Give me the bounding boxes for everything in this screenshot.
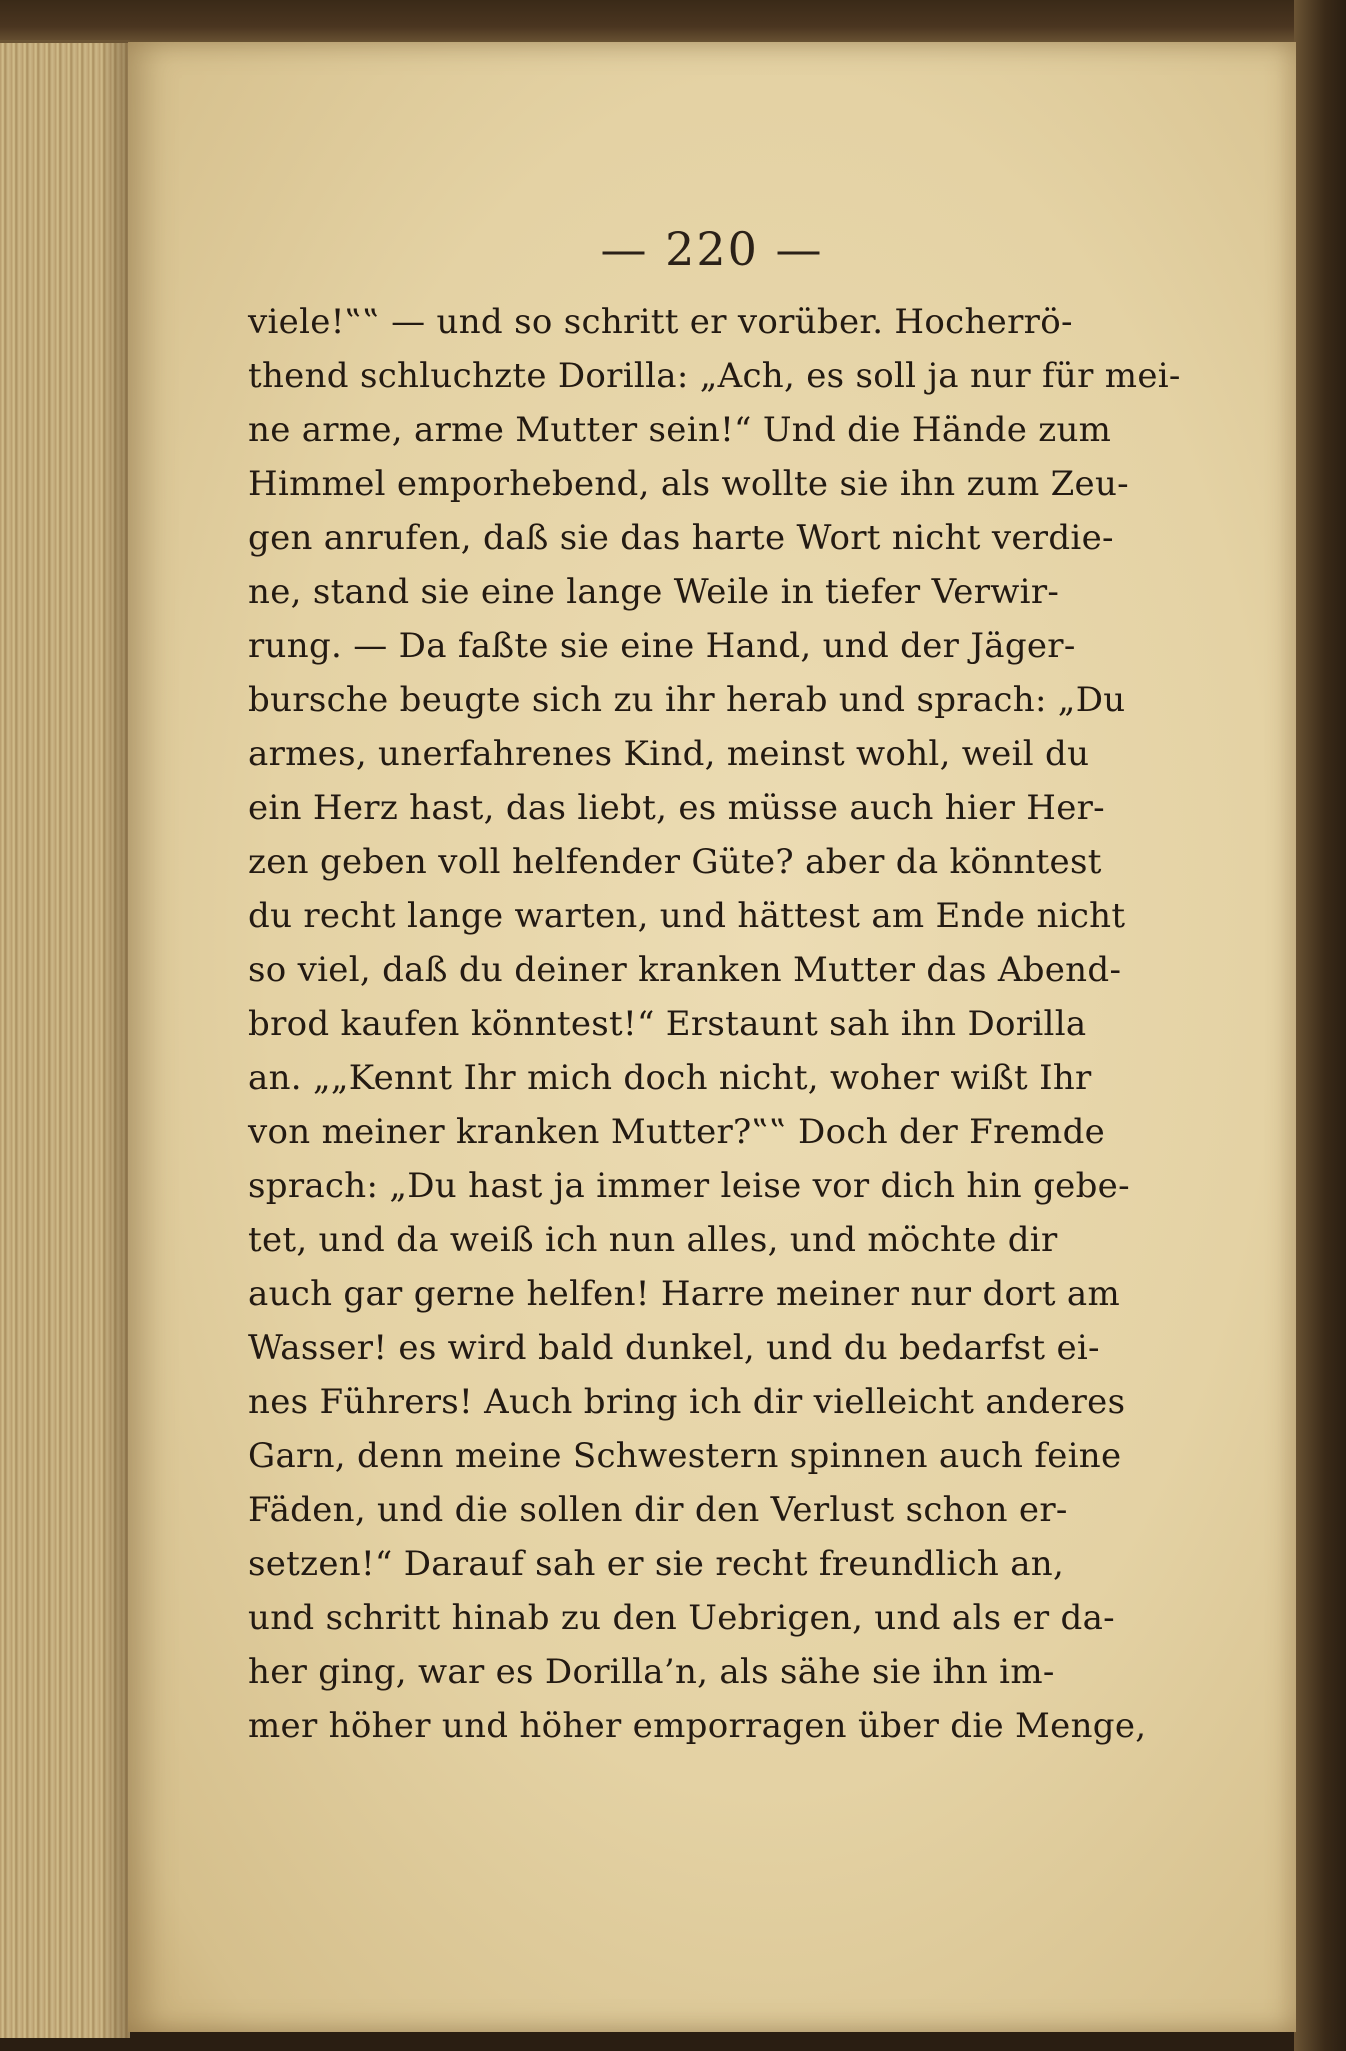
text-line: Garn, denn meine Schwestern spinnen auch feine xyxy=(248,1436,1122,1476)
text-line: brod kaufen könntest!“ Erstaunt sah ihn Dorilla xyxy=(248,1004,1087,1044)
body-text xyxy=(248,295,1181,1753)
book-right-edge xyxy=(1294,0,1346,2051)
text-line: tet, und da weiß ich nun alles, und möchte dir xyxy=(248,1220,1058,1260)
text-line: thend schluchzte Dorilla: „Ach, es soll ja nur für mei- xyxy=(248,356,1181,396)
text-line: ein Herz hast, das liebt, es müsse auch hier Her- xyxy=(248,788,1105,828)
text-line: nes Führers! Auch bring ich dir vielleicht anderes xyxy=(248,1382,1126,1422)
text-line: Wasser! es wird bald dunkel, und du bedarfst ei- xyxy=(248,1328,1100,1368)
text-line: Fäden, und die sollen dir den Verlust schon er- xyxy=(248,1490,1068,1530)
text-line: sprach: „Du hast ja immer leise vor dich hin gebe- xyxy=(248,1166,1130,1206)
page-stack-edges xyxy=(0,40,130,2038)
text-line: ne arme, arme Mutter sein!“ Und die Hände zum xyxy=(248,410,1112,450)
text-line: von meiner kranken Mutter?‟‟ Doch der Fremde xyxy=(248,1112,1106,1152)
text-line: ne, stand sie eine lange Weile in tiefer Verwir- xyxy=(248,572,1060,612)
text-line: bursche beugte sich zu ihr herab und sprach: „Du xyxy=(248,680,1126,720)
text-line: gen anrufen, daß sie das harte Wort nicht verdie- xyxy=(248,518,1114,558)
text-line: rung. — Da faßte sie eine Hand, und der Jäger- xyxy=(248,626,1076,666)
text-line: her ging, war es Dorilla’n, als sähe sie ihn im- xyxy=(248,1652,1055,1692)
book-top-edge xyxy=(0,0,1346,44)
text-line: setzen!“ Darauf sah er sie recht freundlich an, xyxy=(248,1544,1065,1584)
text-line: du recht lange warten, und hättest am Ende nicht xyxy=(248,896,1126,936)
text-line: zen geben voll helfender Güte? aber da könntest xyxy=(248,842,1102,882)
page-number: — 220 — xyxy=(600,222,824,276)
text-line: viele!‟‟ — und so schritt er vorüber. Hocherrö- xyxy=(248,302,1073,342)
text-line: so viel, daß du deiner kranken Mutter das Abend- xyxy=(248,950,1122,990)
text-line: mer höher und höher emporragen über die Menge, xyxy=(248,1706,1147,1746)
text-line: auch gar gerne helfen! Harre meiner nur dort am xyxy=(248,1274,1121,1314)
text-line: armes, unerfahrenes Kind, meinst wohl, weil du xyxy=(248,734,1090,774)
text-line: an. „„Kennt Ihr mich doch nicht, woher wißt Ihr xyxy=(248,1058,1092,1098)
text-line: Himmel emporhebend, als wollte sie ihn zum Zeu- xyxy=(248,464,1129,504)
text-line: und schritt hinab zu den Uebrigen, und als er da- xyxy=(248,1598,1115,1638)
